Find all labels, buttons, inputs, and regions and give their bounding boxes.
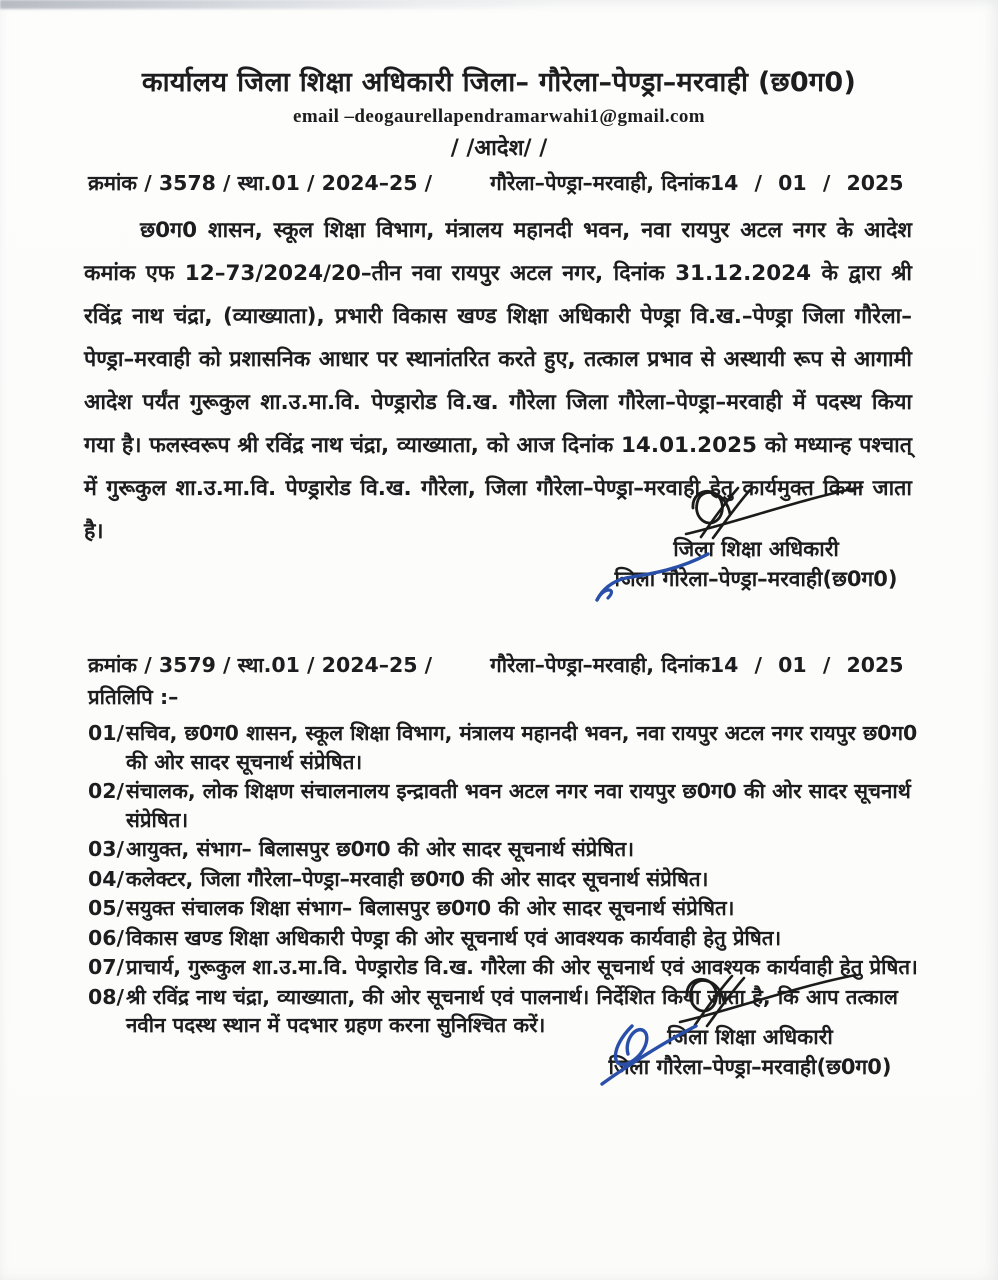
ref2-number: क्रमांक / 3579 / स्था.01 / 2024–25 / [88, 653, 433, 677]
order-body-paragraph: छ0ग0 शासन, स्कूल शिक्षा विभाग, मंत्रालय महानदी भवन, नवा रायपुर अटल नगर के आदेश कमांक एफ 12–73/2024/20–तीन नवा रायपुर अटल नगर, दिनांक 31.12.2024 के द्वारा श्री रविंद्र नाथ चंद्रा, (व्याख्याता), प्रभारी विकास खण्ड शिक्षा अधिकारी पेण्ड्रा वि.ख.–पेण्ड्रा जिला गौरेला–पेण्ड्रा–मरवाही को प्रशासनिक आधार पर स्थानांतरित करते हुए, तत्काल प्रभाव से अस्थायी रूप से आगामी आदेश पर्यंत गुरूकुल शा.उ.मा.वि. पेण्ड्रारोड वि.ख. गौरेला जिला गौरेला–पेण्ड्रा–मरवाही में पदस्थ किया गया है। फलस्वरूप श्री रविंद्र नाथ चंद्रा, व्याख्याता, को आज दिनांक 14.01.2025 को मध्यान्ह पश्चात् में गुरूकुल शा.उ.मा.वि. पेण्ड्रारोड वि.ख. गौरेला, जिला गौरेला–पेण्ड्रा–मरवाही हेतु कार्यमुक्त किया जाता है। [84, 218, 912, 544]
copy-item-text: संचालक, लोक शिक्षण संचालनालय इन्द्रावती भवन अटल नगर नवा रायपुर छ0ग0 की ओर सादर सूचनार्थ संप्रेषित। [126, 779, 911, 832]
office-email: email –deogaurellapendramarwahi1@gmail.com [293, 106, 705, 127]
copy-item-text: आयुक्त, संभाग– बिलासपुर छ0ग0 की ओर सादर सूचनार्थ संप्रेषित। [126, 837, 634, 861]
copies-heading: प्रतिलिपि :– [88, 685, 179, 709]
signatory-district: जिला गौरेला–पेण्ड्रा–मरवाही(छ0ग0) [614, 567, 898, 591]
copy-item-text: कलेक्टर, जिला गौरेला–पेण्ड्रा–मरवाही छ0ग0 की ओर सादर सूचनार्थ संप्रेषित। [126, 866, 709, 891]
copy-item-number: 04/ [88, 866, 125, 891]
ref1-place-date-label: गौरेला–पेण्ड्रा–मरवाही, दिनांक [490, 171, 710, 195]
signatory-designation: जिला शिक्षा अधिकारी [673, 537, 839, 561]
scan-artifact-top-band [0, 0, 560, 9]
copy-list-item-03 [88, 835, 920, 864]
order-heading: / /आदेश/ / [450, 136, 548, 161]
copy-item-number: 08/ [88, 984, 125, 1009]
ref1-number: क्रमांक / 3578 / स्था.01 / 2024–25 / [88, 171, 433, 195]
ref2-date: 14 / 01 / 2025 [709, 653, 904, 677]
copy-list-item-06 [88, 924, 920, 953]
signatory-designation: जिला शिक्षा अधिकारी [667, 1025, 833, 1049]
copy-list-item-04 [88, 865, 920, 894]
signature-block-bottom [580, 972, 920, 1082]
copy-item-number: 07/ [88, 955, 125, 979]
black-ink-signature-icon [640, 972, 860, 1028]
copy-item-number: 06/ [88, 925, 125, 950]
office-title: कार्यालय जिला शिक्षा अधिकारी जिला– गौरेला–पेण्ड्रा–मरवाही (छ0ग0) [141, 67, 857, 98]
ref1-date: 14 / 01 / 2025 [709, 171, 904, 195]
reference-row-2 [88, 651, 928, 679]
copy-list-item-01 [88, 719, 920, 776]
copy-item-number: 01/ [88, 721, 125, 745]
copy-item-number: 05/ [88, 896, 125, 920]
black-ink-signature-icon [646, 484, 866, 540]
copy-item-number: 03/ [88, 837, 125, 861]
copy-item-number: 02/ [88, 779, 125, 803]
ref2-place-date-label: गौरेला–पेण्ड्रा–मरवाही, दिनांक [490, 653, 710, 677]
copy-item-text: प्राचार्य, गुरूकुल शा.उ.मा.वि. पेण्ड्रारोड वि.ख. गौरेला की ओर सूचनार्थ एवं आवश्यक कार्यवाही हेतु प्रेषित। [126, 955, 918, 979]
signature-block-top [586, 484, 926, 594]
signatory-district: जिला गौरेला–पेण्ड्रा–मरवाही(छ0ग0) [608, 1055, 892, 1079]
copy-item-text: सयुक्त संचालक शिक्षा संभाग– बिलासपुर छ0ग0 की ओर सादर सूचनार्थ संप्रेषित। [126, 896, 735, 920]
reference-row-1 [88, 169, 928, 197]
copy-item-text: सचिव, छ0ग0 शासन, स्कूल शिक्षा विभाग, मंत्रालय महानदी भवन, नवा रायपुर अटल नगर रायपुर छ0ग0 की ओर सादर सूचनार्थ संप्रेषित। [126, 721, 918, 774]
copy-item-text: विकास खण्ड शिक्षा अधिकारी पेण्ड्रा की ओर सूचनार्थ एवं आवश्यक कार्यवाही हेतु प्रेषित। [126, 925, 782, 950]
copy-list-item-02 [88, 777, 920, 834]
copy-item-text: श्री रविंद्र नाथ चंद्रा, व्याख्याता, की ओर सूचनार्थ एवं पालनार्थ। निर्देशित किया जाता है, कि आप तत्काल नवीन पदस्थ स्थान में पदभार ग्रहण करना सुनिश्चित करें। [126, 984, 898, 1037]
copy-list-item-05 [88, 894, 920, 923]
